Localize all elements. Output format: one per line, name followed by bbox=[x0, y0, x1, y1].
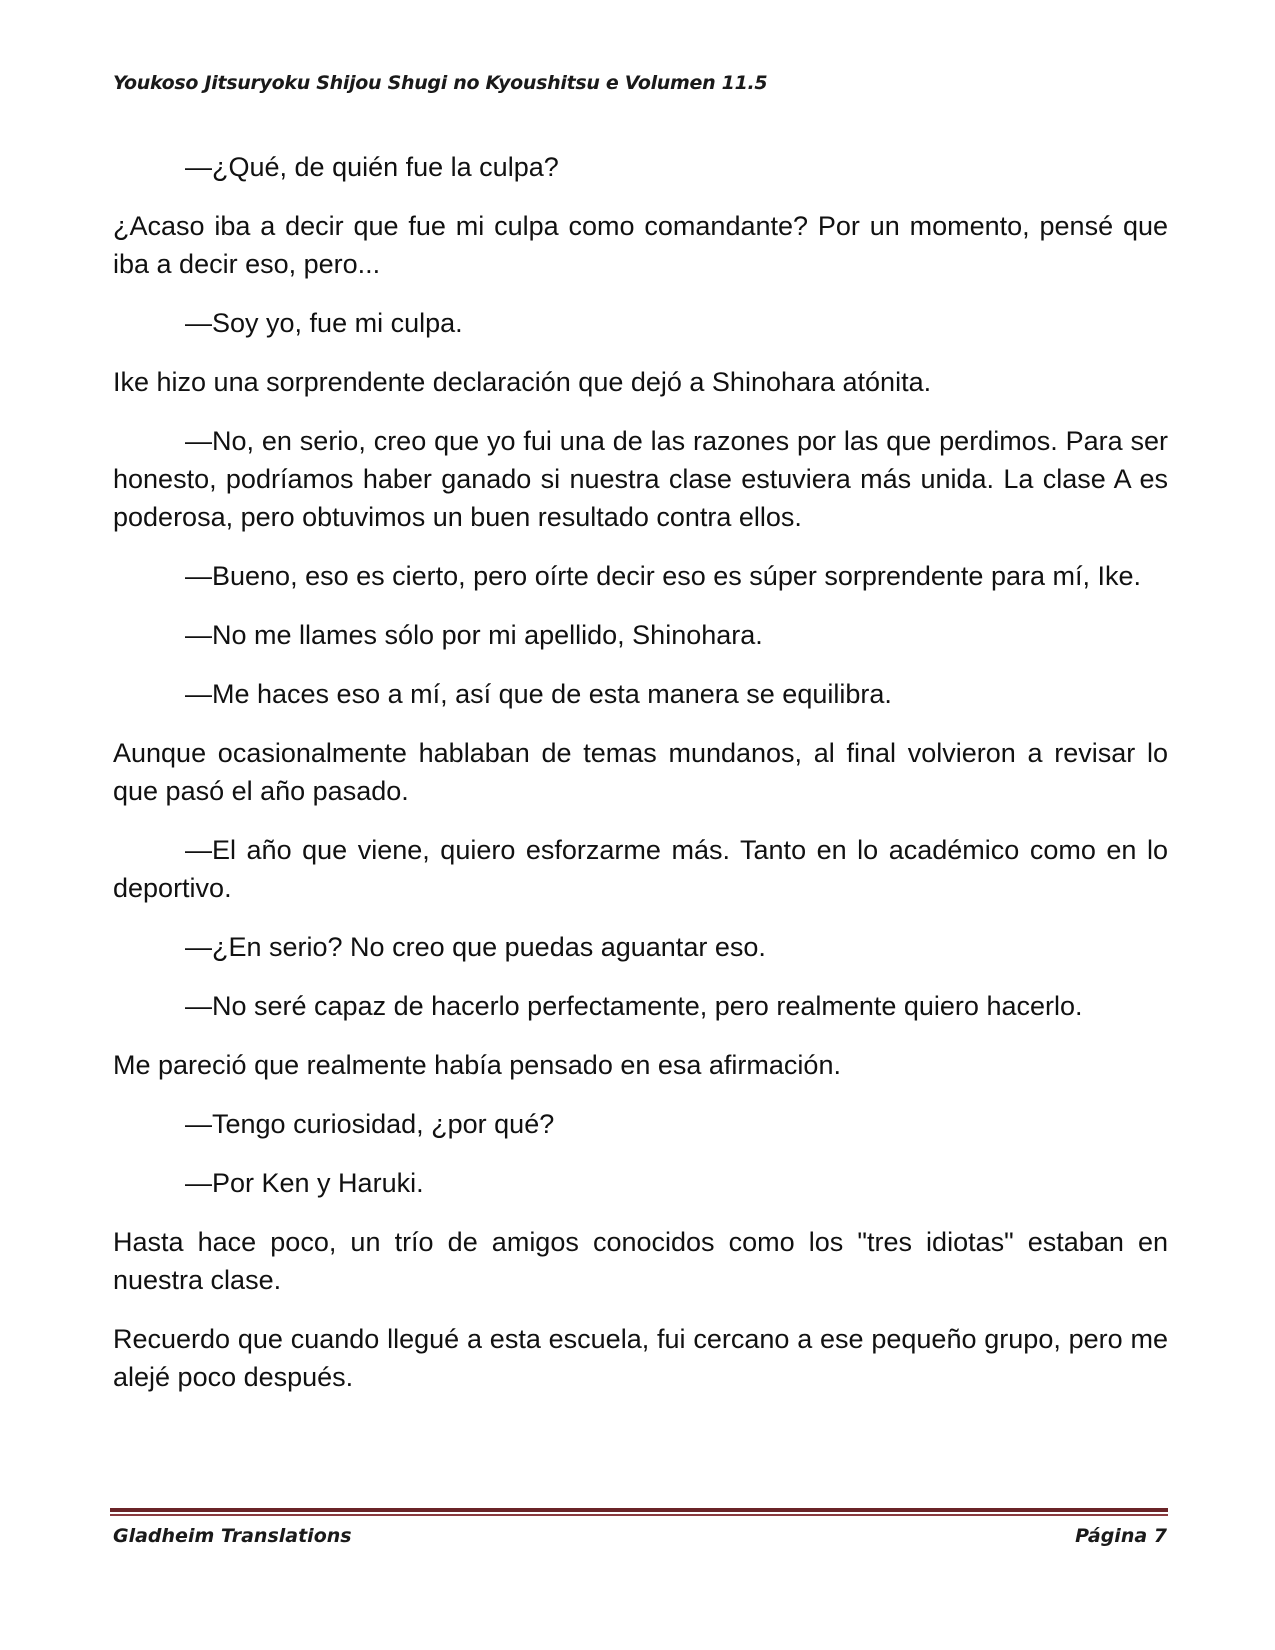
paragraph-narration: Me pareció que realmente había pensado en esa afirmación. bbox=[113, 1050, 841, 1080]
paragraph-dialogue: —Me haces eso a mí, así que de esta manera se equilibra. bbox=[185, 679, 892, 709]
paragraph-dialogue: —No me llames sólo por mi apellido, Shinohara. bbox=[185, 620, 763, 650]
footer-page-number: Página 7 bbox=[1075, 1525, 1167, 1547]
paragraph-narration: Aunque ocasionalmente hablaban de temas mundanos, al final volvieron a revisar lo que pasó el año pasado. bbox=[113, 738, 1168, 806]
paragraph-dialogue: —¿En serio? No creo que puedas aguantar eso. bbox=[185, 932, 766, 962]
paragraph-dialogue: —Soy yo, fue mi culpa. bbox=[185, 308, 463, 338]
paragraph-dialogue: —El año que viene, quiero esforzarme más. Tanto en lo académico como en lo deportivo. bbox=[113, 835, 1168, 903]
footer-divider bbox=[110, 1508, 1168, 1512]
paragraph-dialogue: —No seré capaz de hacerlo perfectamente, pero realmente quiero hacerlo. bbox=[185, 991, 1083, 1021]
paragraph-narration: Hasta hace poco, un trío de amigos conocidos como los "tres idiotas" estaban en nuestra clase. bbox=[113, 1227, 1168, 1295]
paragraph-dialogue: —Bueno, eso es cierto, pero oírte decir eso es súper sorprendente para mí, Ike. bbox=[185, 561, 1142, 591]
paragraph-dialogue: —¿Qué, de quién fue la culpa? bbox=[185, 152, 559, 182]
paragraph-narration: ¿Acaso iba a decir que fue mi culpa como comandante? Por un momento, pensé que iba a decir eso, pero... bbox=[113, 211, 1168, 279]
page-header-title: Youkoso Jitsuryoku Shijou Shugi no Kyoushitsu e Volumen 11.5 bbox=[113, 72, 768, 94]
paragraph-narration: Recuerdo que cuando llegué a esta escuela, fui cercano a ese pequeño grupo, pero me alejé poco después. bbox=[113, 1324, 1168, 1392]
paragraph-dialogue: —Tengo curiosidad, ¿por qué? bbox=[185, 1109, 555, 1139]
footer-divider-thin bbox=[110, 1514, 1168, 1516]
document-body bbox=[113, 148, 1168, 1417]
paragraph-dialogue: —No, en serio, creo que yo fui una de las razones por las que perdimos. Para ser honesto, podríamos haber ganado si nuestra clase estuviera más unida. La clase A es poderosa, pero obtuvimos un buen resultado contra ellos. bbox=[113, 426, 1168, 532]
footer-translator-credit: Gladheim Translations bbox=[113, 1525, 352, 1547]
paragraph-narration: Ike hizo una sorprendente declaración que dejó a Shinohara atónita. bbox=[113, 367, 932, 397]
paragraph-dialogue: —Por Ken y Haruki. bbox=[185, 1168, 424, 1198]
